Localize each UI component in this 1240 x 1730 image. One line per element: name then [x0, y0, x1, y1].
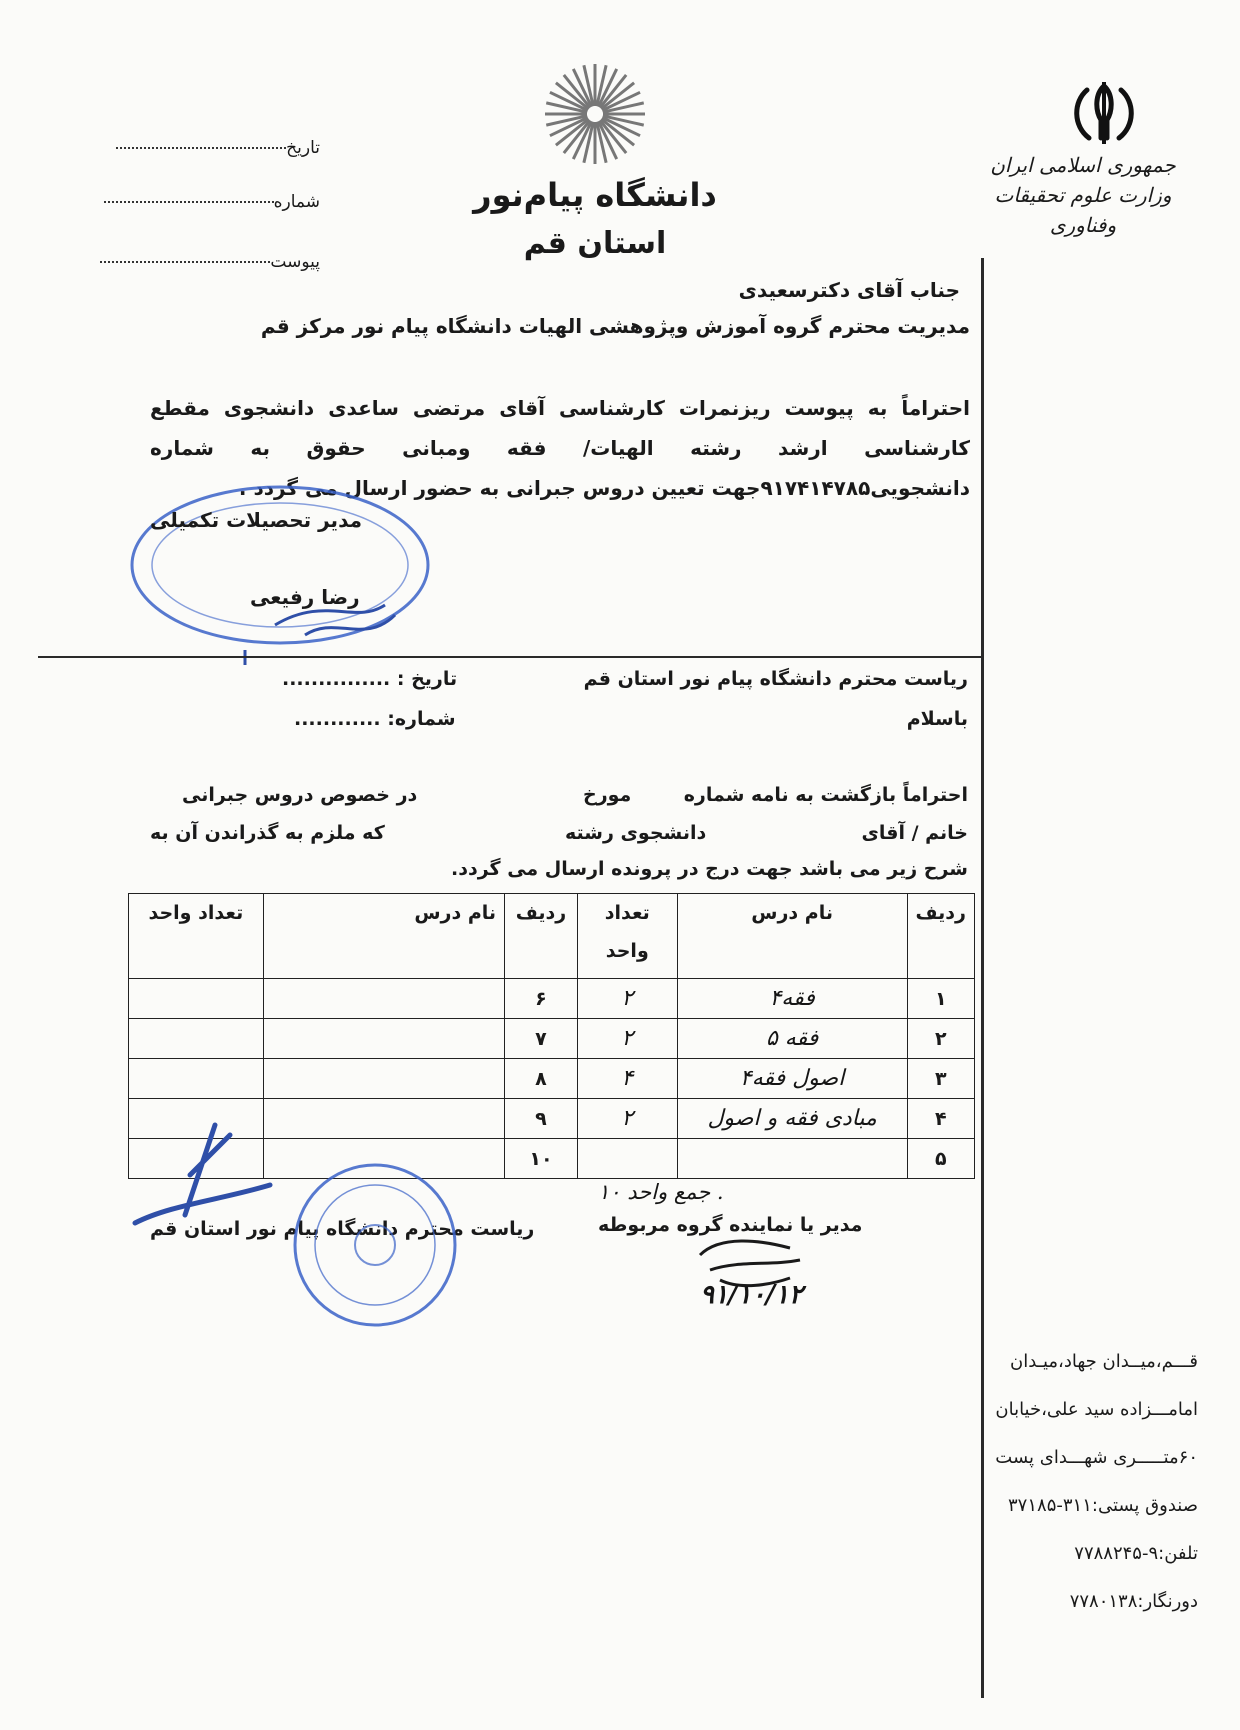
oval-stamp-icon	[125, 465, 445, 665]
reply-line2-a: خانم / آقای	[861, 822, 968, 844]
table-row	[129, 1059, 975, 1099]
header-row-number-left: ردیف	[505, 894, 578, 979]
meta-date: تاریخ	[70, 138, 320, 158]
row-number-left: ۹	[505, 1099, 578, 1139]
units-right: ۲	[577, 979, 677, 1019]
reply-line1-c: در خصوص دروس جبرانی	[182, 784, 418, 806]
reply-line2-b: دانشجوی رشته	[565, 822, 707, 844]
signer-title: مدیر تحصیلات تکمیلی	[150, 508, 363, 532]
reply-line1-a: احتراماً بازگشت به نامه شماره	[683, 784, 968, 806]
address-phone: تلفن:۹-۷۷۸۸۲۴۵	[1074, 1543, 1198, 1564]
units-right: ۴	[577, 1059, 677, 1099]
total-units-note: . جمع واحد ۱۰	[598, 1180, 724, 1204]
university-name: دانشگاه پیام‌نور	[473, 176, 717, 214]
row-number-right: ۲	[907, 1019, 974, 1059]
course-name-right: فقه۴	[677, 979, 907, 1019]
meta-number: شماره	[70, 192, 320, 212]
row-number-right: ۵	[907, 1139, 974, 1179]
units-right: ۲	[577, 1099, 677, 1139]
header-row-number-right: ردیف	[907, 894, 974, 979]
header-course-left: نام درس	[263, 894, 504, 979]
header-units-right: تعداد واحد	[577, 894, 677, 979]
course-name-left	[263, 1099, 504, 1139]
course-name-left	[263, 979, 504, 1019]
address-block	[948, 1338, 1198, 1626]
course-name-right: اصول فقه۴	[677, 1059, 907, 1099]
reply-line2-c: که ملزم به گذراندن آن به	[150, 822, 385, 844]
university-province: استان قم	[523, 226, 667, 261]
signature-date: ۹۱/۱۰/۱۲	[700, 1280, 803, 1310]
reply-date: تاریخ : ...............	[282, 668, 458, 690]
row-number-left: ۱۰	[505, 1139, 578, 1179]
units-right	[577, 1139, 677, 1179]
signer-name: رضا رفیعی	[250, 585, 360, 609]
address-line-3: ۶۰متـــــری شهـــدای پست	[995, 1447, 1198, 1468]
address-line-2: امامـــزاده سید علی،خیابان	[995, 1399, 1198, 1420]
reply-line3: شرح زیر می باشد جهت درج در پرونده ارسال می گردد.	[451, 858, 968, 880]
address-line-1: قـــم،میــدان جهاد،میـدان	[1010, 1351, 1198, 1372]
reply-line1-b: مورخ	[583, 784, 632, 806]
header-course-right: نام درس	[677, 894, 907, 979]
table-row	[129, 979, 975, 1019]
reply-addressee: ریاست محترم دانشگاه پیام نور استان قم	[583, 668, 968, 690]
units-left	[129, 1019, 264, 1059]
row-number-right: ۳	[907, 1059, 974, 1099]
gov-line-1: جمهوری اسلامی ایران	[990, 153, 1176, 177]
course-name-right	[677, 1139, 907, 1179]
table-row	[129, 1019, 975, 1059]
course-name-left	[263, 1019, 504, 1059]
ministry-header	[968, 150, 1198, 240]
reply-greeting: باسلام	[906, 708, 968, 730]
row-number-left: ۶	[505, 979, 578, 1019]
reply-number: شماره: ............	[294, 708, 456, 730]
salutation: جناب آقای دکترسعیدی	[738, 278, 960, 302]
recipient-line: مدیریت محترم گروه آموزش وپژوهشی الهیات دانشگاه پیام نور مرکز قم	[260, 314, 970, 338]
address-pobox: صندوق پستی:۳۱۱-۳۷۱۸۵	[1008, 1495, 1198, 1516]
course-name-right: مبادی فقه و اصول	[677, 1099, 907, 1139]
units-left	[129, 1059, 264, 1099]
group-representative: مدیر یا نماینده گروه مربوطه	[598, 1214, 863, 1236]
units-right: ۲	[577, 1019, 677, 1059]
president-line: ریاست محترم دانشگاه پیام نور استان قم	[150, 1218, 535, 1240]
gov-line-2: وزارت علوم تحقیقات وفناوری	[994, 183, 1172, 237]
header-units-left: تعداد واحد	[129, 894, 264, 979]
president-signature-icon	[130, 1115, 280, 1235]
course-name-right: فقه ۵	[677, 1019, 907, 1059]
meta-attachment: پیوست	[70, 252, 320, 272]
letter-body: احتراماً به پیوست ریزنمرات کارشناسی آقای مرتضی ساعدی دانشجوی مقطع کارشناسی ارشد رشته الهیات/ فقه ومبانی حقوق به شماره دانشجویی۹۱۷۴۱۴۷۸۵جهت تعیین دروس جبرانی به حضور ارسال می گردد .	[150, 396, 970, 500]
address-fax: دورنگار:۷۷۸۰۱۳۸	[1069, 1591, 1198, 1612]
table-header-row	[129, 894, 975, 979]
round-stamp-icon	[290, 1160, 460, 1330]
iran-emblem-icon	[1065, 80, 1143, 150]
university-logo-icon	[543, 62, 647, 166]
row-number-left: ۷	[505, 1019, 578, 1059]
row-number-left: ۸	[505, 1059, 578, 1099]
section-divider	[38, 656, 981, 658]
row-number-right: ۴	[907, 1099, 974, 1139]
units-left	[129, 979, 264, 1019]
course-name-left	[263, 1059, 504, 1099]
row-number-right: ۱	[907, 979, 974, 1019]
